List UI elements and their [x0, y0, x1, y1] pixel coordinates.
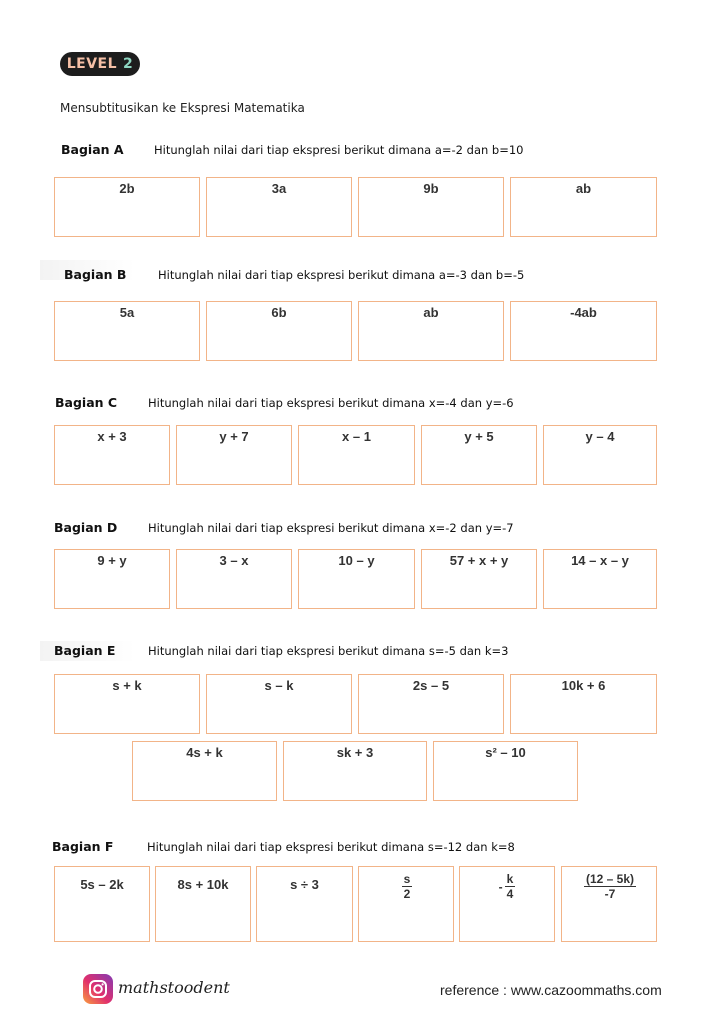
expression-label: -4ab: [570, 305, 597, 320]
expression-label: 6b: [271, 305, 287, 320]
answer-box[interactable]: [421, 425, 537, 485]
instagram-icon[interactable]: [83, 974, 113, 1004]
fraction-denominator: -7: [604, 887, 616, 901]
answer-box[interactable]: [206, 301, 352, 361]
expression-label: 4s + k: [186, 745, 223, 760]
fraction: [584, 872, 636, 901]
answer-box[interactable]: [298, 549, 415, 609]
section-e-instruction: Hitunglah nilai dari tiap ekspresi berikut dimana s=-5 dan k=3: [148, 644, 509, 658]
section-d-title: Bagian D: [54, 520, 118, 535]
expression-label: 3a: [271, 181, 287, 196]
reference-text: reference : www.cazoommaths.com: [440, 982, 662, 998]
expression-label: s ÷ 3: [290, 877, 319, 892]
answer-box[interactable]: [176, 549, 292, 609]
section-f-instruction: Hitunglah nilai dari tiap ekspresi berikut dimana s=-12 dan k=8: [147, 840, 515, 854]
answer-box[interactable]: [54, 674, 200, 734]
fraction-expression: [460, 872, 554, 901]
answer-box[interactable]: [358, 177, 504, 237]
answer-box[interactable]: [433, 741, 578, 801]
answer-box[interactable]: [358, 674, 504, 734]
brand-name: mathstoodent: [118, 978, 230, 997]
expression-label: s + k: [112, 678, 142, 693]
answer-box[interactable]: [155, 866, 251, 942]
expression-label: ab: [575, 181, 592, 196]
section-a-title: Bagian A: [61, 142, 124, 157]
fraction-denominator: 2: [403, 887, 411, 901]
section-d-instruction: Hitunglah nilai dari tiap ekspresi berikut dimana x=-2 dan y=-7: [148, 521, 514, 535]
answer-box[interactable]: [54, 549, 170, 609]
expression-label: y + 7: [219, 429, 249, 444]
expression-label: x – 1: [342, 429, 371, 444]
level-badge-word: LEVEL: [66, 56, 118, 72]
level-badge-number: 2: [123, 56, 134, 72]
section-a-instruction: Hitunglah nilai dari tiap ekspresi berikut dimana a=-2 dan b=10: [154, 143, 524, 157]
answer-box[interactable]: [510, 177, 657, 237]
expression-label: 14 – x – y: [571, 553, 629, 568]
level-badge: [60, 52, 140, 76]
section-e-title: Bagian E: [54, 643, 116, 658]
answer-box[interactable]: [510, 674, 657, 734]
fraction: [402, 872, 413, 901]
fraction-expression: [359, 872, 453, 901]
answer-box[interactable]: [543, 549, 657, 609]
expression-label: 5s – 2k: [80, 877, 124, 892]
answer-box[interactable]: [54, 177, 200, 237]
expression-label: y – 4: [585, 429, 615, 444]
expression-label: 9b: [423, 181, 439, 196]
answer-box[interactable]: [176, 425, 292, 485]
answer-box[interactable]: [206, 674, 352, 734]
expression-label: y + 5: [464, 429, 494, 444]
answer-box[interactable]: [298, 425, 415, 485]
expression-label: 2s – 5: [412, 678, 450, 693]
fraction-numerator: s: [403, 872, 411, 886]
answer-box[interactable]: [510, 301, 657, 361]
fraction-expression: [562, 872, 656, 901]
expression-label: 57 + x + y: [449, 553, 509, 568]
expression-label: 2b: [119, 181, 135, 196]
answer-box[interactable]: [543, 425, 657, 485]
fraction-denominator: 4: [506, 887, 514, 901]
answer-box[interactable]: [358, 866, 454, 942]
page-subtitle: Mensubtitusikan ke Ekspresi Matematika: [60, 101, 305, 115]
answer-box[interactable]: [459, 866, 555, 942]
section-c-instruction: Hitunglah nilai dari tiap ekspresi berikut dimana x=-4 dan y=-6: [148, 396, 514, 410]
answer-box[interactable]: [283, 741, 427, 801]
fraction: [505, 872, 516, 901]
answer-box[interactable]: [421, 549, 537, 609]
expression-label: s – k: [264, 678, 294, 693]
answer-box[interactable]: [132, 741, 277, 801]
fraction-numerator: k: [506, 872, 514, 886]
expression-label: sk + 3: [336, 745, 374, 760]
section-f-title: Bagian F: [52, 839, 114, 854]
expression-label: ab: [423, 305, 439, 320]
answer-box[interactable]: [358, 301, 504, 361]
expression-label: 10k + 6: [561, 678, 606, 693]
expression-label: x + 3: [97, 429, 127, 444]
expression-label: 10 – y: [338, 553, 375, 568]
section-b-instruction: Hitunglah nilai dari tiap ekspresi berikut dimana a=-3 dan b=-5: [158, 268, 525, 282]
expression-label: s² – 10: [485, 745, 526, 760]
instagram-glyph: [87, 978, 109, 1000]
answer-box[interactable]: [54, 425, 170, 485]
expression-label: 9 + y: [97, 553, 127, 568]
expression-label: 8s + 10k: [177, 877, 229, 892]
answer-box[interactable]: [54, 866, 150, 942]
expression-label: 5a: [119, 305, 135, 320]
fraction-sign: -: [498, 879, 503, 894]
expression-label: 3 – x: [219, 553, 249, 568]
section-b-title: Bagian B: [64, 267, 127, 282]
answer-box[interactable]: [206, 177, 352, 237]
answer-box[interactable]: [256, 866, 353, 942]
section-c-title: Bagian C: [55, 395, 118, 410]
answer-box[interactable]: [561, 866, 657, 942]
answer-box[interactable]: [54, 301, 200, 361]
fraction-numerator: (12 – 5k): [585, 872, 635, 886]
